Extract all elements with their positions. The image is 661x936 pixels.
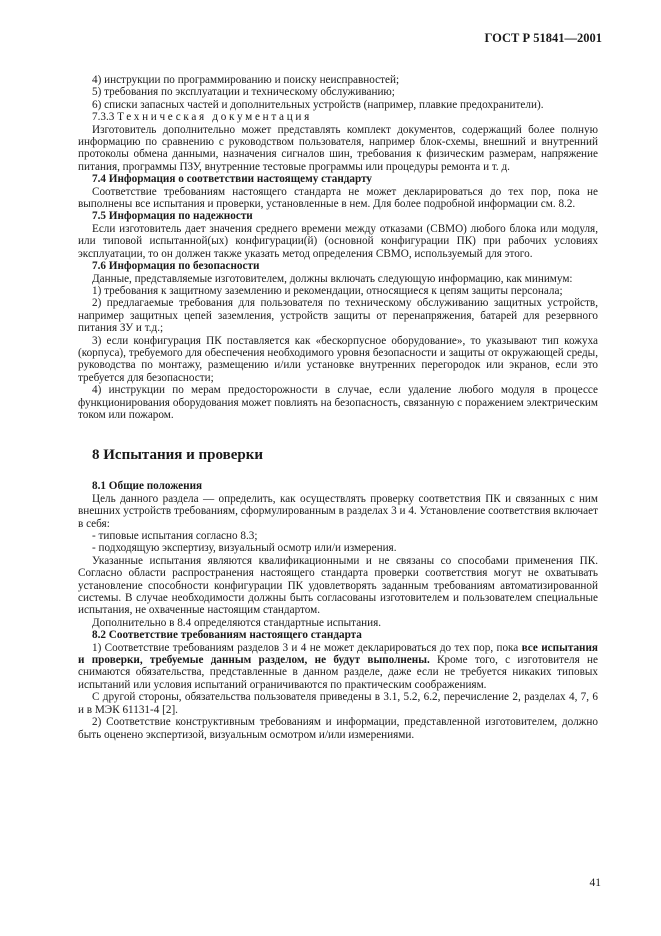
paragraph: Соответствие требованиям настоящего стандарта не может декларироваться до тех пор, пока не выполнены все испытания и проверки, установленные в нем. Для более подробной информации см. 8.2. (78, 185, 598, 211)
paragraph: Изготовитель дополнительно может представлять комплект документов, содержащий более полную информацию по сравнению с руководством пользователя, например блок-схемы, внешний и внутренний протоколы обмена данными, назначения сигналов шин, требования к физическим размерам, напряжение питания, программы ПЗУ, внутренние тестовые программы или процедуры ремонта и т. д. (78, 123, 598, 173)
paragraph: 5) требования по эксплуатации и техническому обслуживанию; (92, 86, 395, 99)
paragraph: Цель данного раздела — определить, как осуществлять проверку соответствия ПК и связанных с ним внешних устройств требованиям, сформулированным в разделах 3 и 4. Установление соответствия включает в себя: (78, 492, 598, 530)
paragraph: - подходящую экспертизу, визуальный осмотр или/и измерения. (92, 542, 397, 555)
subsection-heading: 8.2 Соответствие требованиям настоящего стандарта (92, 629, 362, 642)
paragraph: 4) инструкции по программированию и поиску неисправностей; (92, 74, 400, 86)
paragraph: 2) Соответствие конструктивным требованиям и информации, представленной изготовителем, должно быть оценено экспертизой, визуальным осмотром и/или измерениями. (78, 716, 598, 741)
paragraph: - типовые испытания согласно 8.3; (92, 530, 258, 542)
text-run: 7.3.3 (92, 111, 118, 124)
paragraph (78, 642, 598, 692)
subsection-heading: 7.4 Информация о соответствии настоящему стандарту (92, 173, 373, 186)
text-run: Кроме того, с изготовителя не снимаются обязательства, представленные в данном разделе, даже если не требуется никаких типовых испытаний или условия испытаний ограничиваются по практическим соображениям. (78, 654, 598, 691)
subsection-heading: 8.1 Общие положения (92, 480, 203, 493)
page-header-doc-code: ГОСТ Р 51841—2001 (484, 31, 602, 45)
paragraph: Дополнительно в 8.4 определяются стандартные испытания. (92, 616, 382, 629)
section-heading: 8 Испытания и проверки (92, 447, 264, 464)
document-body (78, 74, 598, 741)
paragraph: 3) если конфигурация ПК поставляется как «бескорпусное оборудование», то указывают тип кожуха (корпуса), требуемого для обеспечения необходимого уровня безопасности и защиты от окружающей среды, руководства по монтажу, размещению и/или установке внутренних перегородок или экранов, если это требуется для безопасности; (78, 334, 598, 384)
paragraph: С другой стороны, обязательства пользователя приведены в 3.1, 5.2, 6.2, перечисление 2, разделах 4, 7, 6 и в МЭК 61131-4 [2]. (78, 691, 598, 716)
text-run: 1) Соответствие требованиям разделов 3 и 4 не может декларироваться до тех пор, пока (92, 641, 522, 654)
paragraph: Если изготовитель дает значения среднего времени между отказами (СВМО) любого блока или модуля, или типовой испытанной(ых) конфигурации(й) (основной конфигурации ПК) при рабочих условиях эксплуатации, то он должен также указать метод определения СВМО, используемый для этого. (78, 222, 598, 260)
subsection-heading: 7.6 Информация по безопасности (92, 260, 260, 273)
text-run: Техническая документация (117, 111, 312, 124)
paragraph: 2) предлагаемые требования для пользователя по техническому обслуживанию защитных устройств, например защитных цепей заземления, устройств защиты от перенапряжения, батарей для резервного питания ЗУ и т.д.; (78, 297, 598, 335)
paragraph: Указанные испытания являются квалификационными и не связаны со способами применения ПК. Согласно области распространения настоящего стандарта проверки соответствия могут не охватывать установление способности конфигурации ПК удовлетворять заданным требованиям автоматизированной системы. В случае необходимости должны быть согласованы изготовителем и пользователем специальные испытания, не охваченные настоящим стандартом. (78, 554, 598, 617)
paragraph: 4) инструкции по мерам предосторожности в случае, если удаление любого модуля в процессе функционирования оборудования может повлиять на безопасность, связанную с поражением электрическим током или пожаром. (78, 384, 598, 421)
text-run: все испытания и проверки, требуемые данным разделом, не будут выполнены. (78, 641, 598, 667)
subsection-heading: 7.5 Информация по надежности (92, 210, 253, 223)
paragraph: 6) списки запасных частей и дополнительных устройств (например, плавкие предохранители). (92, 98, 544, 111)
paragraph: Данные, представляемые изготовителем, должны включать следующую информацию, как минимум: (92, 272, 573, 285)
paragraph (78, 111, 598, 123)
paragraph: 1) требования к защитному заземлению и рекомендации, относящиеся к цепям защиты персонала; (92, 284, 563, 297)
page-number: 41 (589, 877, 601, 889)
